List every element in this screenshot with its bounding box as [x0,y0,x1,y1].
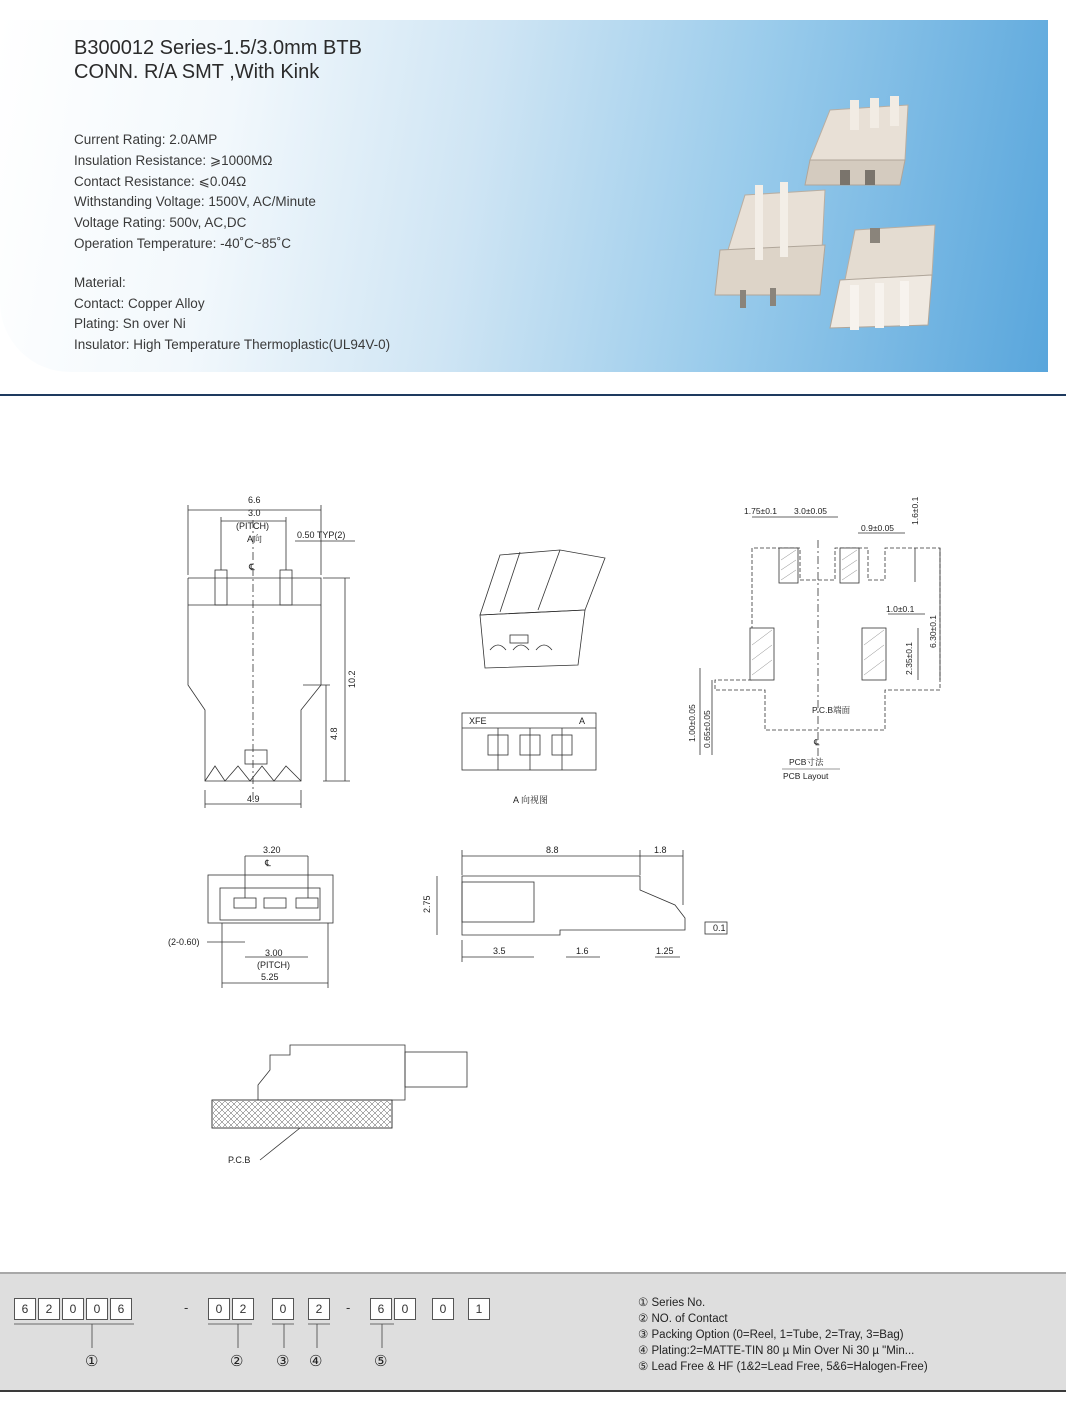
dim-label: 3.5 [493,946,506,956]
legend-item: ⑤ Lead Free & HF (1&2=Lead Free, 5&6=Halogen-Free) [638,1361,928,1373]
dim-label: (2-0.60) [168,937,200,947]
dim-label: 8.8 [546,845,559,855]
dim-label: 4.9 [247,794,260,804]
dim-label: 0.65±0.05 [702,710,712,748]
pn-digit: 2 [232,1298,254,1320]
part-number-legend [638,1295,928,1375]
dim-label: P.C.B [228,1155,251,1165]
pn-digit: 6 [370,1298,392,1320]
spec-contact-resistance: Contact Resistance: ⩽0.04Ω [74,173,247,189]
legend-item: ① Series No. [638,1297,706,1309]
dim-label: XFE [469,716,487,726]
pn-dash: - [184,1300,189,1315]
pn-digit: 2 [38,1298,60,1320]
legend-item: ④ Plating:2=MATTE-TIN 80 µ Min Over Ni 30 µ "Min... [638,1345,915,1357]
dim-label: 1.8 [654,845,667,855]
dim-label: 0.50 TYP(2) [297,530,346,540]
connector-render-top [805,96,908,185]
dim-label: 1.75±0.1 [744,506,778,516]
spec-voltage: Voltage Rating: 500v, AC,DC [74,215,247,231]
dim-label: 3.0 [248,508,261,518]
title-line-2: CONN. R/A SMT ,With Kink [74,61,320,83]
title-line-1: B300012 Series-1.5/3.0mm BTB [74,37,362,59]
pn-digit: 2 [308,1298,330,1320]
pn-digit: 0 [208,1298,230,1320]
dim-label: 10.2 [347,670,357,688]
pn-digit: 6 [110,1298,132,1320]
pcb-hatch [213,1101,391,1127]
section-divider [0,394,1066,396]
spec-insulation: Insulation Resistance: ⩾1000MΩ [74,152,273,168]
pn-dash: - [346,1300,351,1315]
dim-label: A向 [247,534,263,544]
legend-item: ③ Packing Option (0=Reel, 1=Tube, 2=Tray, 3=Bag) [638,1329,904,1341]
connector-render-right [830,225,935,330]
dim-label: 6.6 [248,495,261,505]
legend-item: ② NO. of Contact [638,1313,728,1325]
page-title [74,36,362,84]
dim-label: A [579,716,586,726]
dim-label: 1.6 [576,946,589,956]
material-contact: Contact: Copper Alloy [74,295,205,311]
dim-label: 3.20 [263,845,281,855]
spec-list [74,130,390,356]
pn-digit: 0 [394,1298,416,1320]
dim-label: 2.75 [422,895,432,913]
pn-digit: 0 [272,1298,294,1320]
pcb-layout-view [700,517,940,760]
pn-digit: 0 [432,1298,454,1320]
dim-label: 1.00±0.05 [687,704,697,742]
dim-label: ℄ [265,858,271,868]
dim-label: 1.25 [656,946,674,956]
dim-label: ℄ [249,562,255,572]
dim-label: 3.0±0.05 [794,506,828,516]
spec-current: Current Rating: 2.0AMP [74,132,218,147]
dim-label: P.C.B端面 [812,705,851,715]
marker-5: ⑤ [374,1352,388,1370]
dim-label: PCB Layout [783,771,829,781]
pn-digit: 6 [14,1298,36,1320]
front-view [188,505,355,808]
pn-digit: 1 [468,1298,490,1320]
dim-label: 1.6±0.1 [910,496,920,525]
spec-temperature: Operation Temperature: -40˚C~85˚C [74,235,291,251]
dim-label: (PITCH) [257,960,290,970]
connector-render-left [715,182,825,308]
pn-digit: 0 [86,1298,108,1320]
technical-drawing [0,400,1066,1270]
dim-label: 3.00 [265,948,283,958]
marker-3: ③ [276,1352,290,1370]
marker-2: ② [230,1352,244,1370]
dim-label: 6.30±0.1 [928,614,938,648]
header-banner [0,20,1048,372]
dim-label: ℄ [814,737,820,747]
iso-view [480,550,605,668]
product-photo [700,90,960,340]
marker-4: ④ [309,1352,323,1370]
marker-1: ① [85,1352,99,1370]
pn-digit: 0 [62,1298,84,1320]
spec-withstanding: Withstanding Voltage: 1500V, AC/Minute [74,194,316,210]
material-insulator: Insulator: High Temperature Thermoplastic(UL94V-0) [74,337,391,353]
dim-label: 2.35±0.1 [904,641,914,675]
dim-label: 4.8 [329,727,339,740]
dim-label: A 向视图 [513,795,549,805]
dim-label: 0.9±0.05 [861,523,895,533]
dim-label: PCB寸法 [789,757,824,767]
material-heading: Material: [74,274,126,290]
part-number-footer [0,1272,1066,1392]
dim-label: 1.0±0.1 [886,604,915,614]
dim-label: 0.1 [713,923,726,933]
dim-label: 5.25 [261,972,279,982]
pn-leader-lines [0,1274,520,1390]
material-plating: Plating: Sn over Ni [74,316,186,332]
dim-label: (PITCH) [236,521,269,531]
